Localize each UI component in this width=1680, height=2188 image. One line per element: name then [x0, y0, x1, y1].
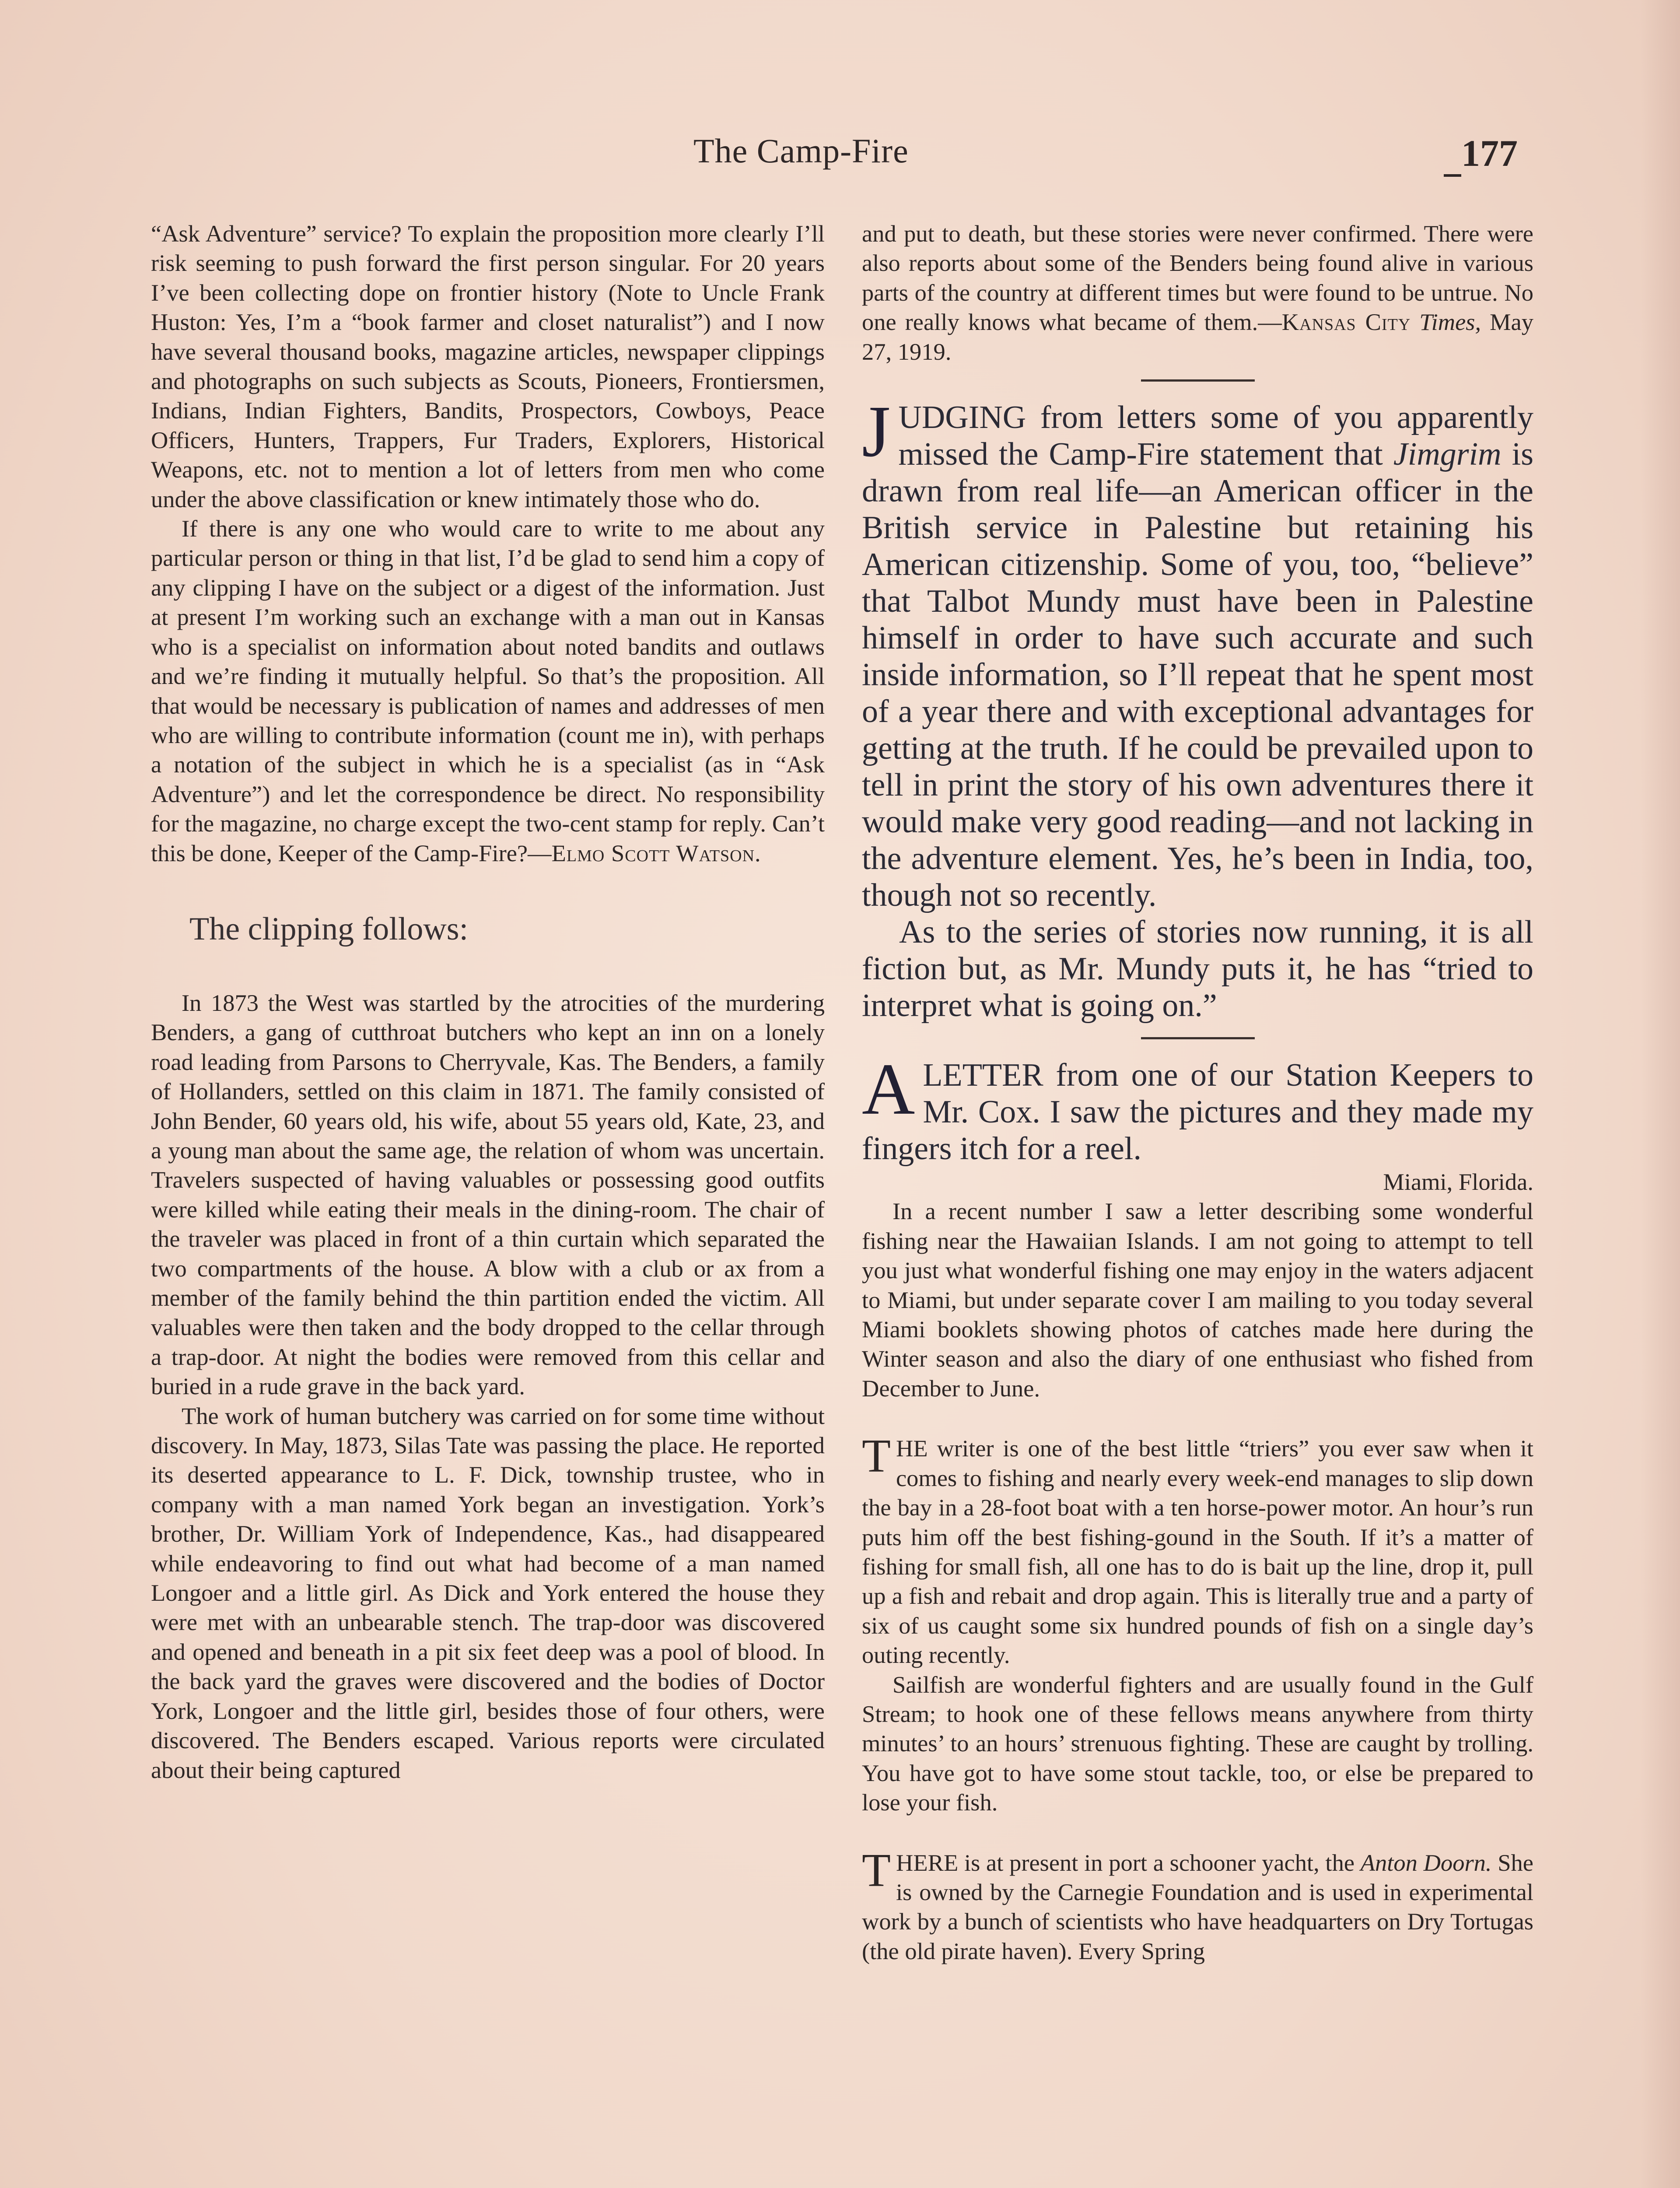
source-name: Kansas City — [1281, 309, 1411, 336]
schooner-paragraph — [862, 1844, 1533, 1966]
drop-cap-t: T — [862, 1430, 891, 1483]
sailfish-paragraph: Sailfish are wonderful fighters and are usually found in the Gulf Stream; to hook one of these fellows means anywhere from thirty minutes’ to an hours’ strenuous fighting. These are caught by trolling. You have got to have some stout tackle, too, or else be prepared to lose your fish. — [862, 1671, 1533, 1816]
jimgrim-text-b: is drawn from real life—an American officer in the British service in Palestine but retaining his American citizenship. Some of you, too, “believe” that Talbot Mundy must have been in Palestine himself in order to have such accurate and such inside information, so I’ll repeat that he spent most of a year there and with exceptional advantages for getting at the truth. If he could be prevailed upon to tell in print the story of his own adventures there it would make very good reading—and not lacking in the adventure element. Yes, he’s been in India, too, though not so recently. — [862, 436, 1534, 914]
left-paragraph-2-text: If there is any one who would care to write to me about any particular person or thing in that list, I’d be glad to send him a copy of any clipping I have on the subject or a digest of the information. Just at present I’m working such an exchange with a man out in Kansas who is a specialist on information about noted bandits and outlaws and we’re finding it mutually helpful. So that’s the proposition. All that would be necessary is publication of names and addresses of men who are willing to contribute information (count me in), with perhaps a notation of the subject in which he is a specialist (as in “Ask Adventure”) and let the correspondence be direct. No responsibility for the magazine, no charge except the two-cent stamp for reply. Can’t this be done, Keeper of the Camp-Fire?— — [151, 515, 825, 866]
left-paragraph-4: The work of human butchery was carried on for some time without discovery. In May, 1873, Silas Tate was passing the place. He reported its deserted appearance to L. F. Dick, township trustee, who in company with a man named York began an investigation. York’s brother, Dr. William York of Independence, Kas., had disappeared while endeavoring to find out what had become of a man named Longoer and a little girl. As Dick and York entered the house they were met with an unbearable stench. The trap-door was discovered and opened and beneath in a pit six feet deep was a pool of blood. In the back yard the graves were discovered and the bodies of Doctor York, Longoer and the little girl, besides those of four others, were discovered. The Benders escaped. Various reports were circulated about their being captured — [151, 1402, 825, 1783]
letter-place: Miami, Florida. — [1383, 1168, 1533, 1196]
schooner-text-a: HERE is at present in port a schooner yacht, the — [896, 1849, 1355, 1876]
clipping-heading: The clipping follows: — [189, 911, 469, 947]
mundy-paragraph: As to the series of stories now running, it is all fiction but, as Mr. Mundy puts it, he has “tried to interpret what is going on.” — [862, 914, 1533, 1024]
source-name-italic: Times, — [1419, 309, 1481, 336]
jimgrim-text-a: UDGING from letters some of you apparently missed the Camp-Fire statement that — [898, 400, 1533, 473]
folio-rule — [1444, 174, 1461, 177]
left-paragraph-1: “Ask Adventure” service? To explain the proposition more clearly I’ll risk seeming to push forward the first person singular. For 20 years I’ve been collecting dope on frontier history (Note to Uncle Frank Huston: Yes, I’m a “book farmer and closet naturalist”) and I now have several thousand books, magazine articles, newspaper clippings and photographs on such subjects as Scouts, Pioneers, Frontiersmen, Indians, Indian Fighters, Bandits, Prospectors, Cowboys, Peace Officers, Hunters, Trappers, Fur Traders, Explorers, Historical Weapons, etc. not to mention a lot of letters from men who come under the above classification or knew intimately those who do. — [151, 220, 825, 512]
fishing-text: HE writer is one of the best little “triers” you ever saw when it comes to fishing and nearly every week-end manages to slip down the bay in a 28-foot boat with a ten horse-power motor. An hour’s run puts him off the best fishing-gound in the South. If it’s a matter of fishing for small fish, all one has to do is bait up the line, drop it, pull up a fish and rebait and drop again. This is literally true and a party of six of us caught some six hundred pounds of fish on a single day’s outing recently. — [862, 1435, 1533, 1669]
left-paragraph-2 — [151, 514, 825, 868]
section-divider — [1141, 379, 1255, 382]
left-column — [151, 219, 825, 1785]
jimgrim-section — [862, 391, 1534, 1024]
right-column — [862, 219, 1533, 1966]
schooner-section — [862, 1844, 1533, 1966]
letter-intro-paragraph — [862, 1048, 1533, 1167]
jimgrim-title: Jimgrim — [1393, 436, 1502, 473]
letter-paragraph: In a recent number I saw a letter describing some wonderful fishing near the Hawaiian Islands. I am not going to attempt to tell you just what wonderful fishing one may enjoy in the waters adjacent to Miami, but under separate cover I am mailing to you today several Miami booklets showing photos of catches made here during the Winter season and also the diary of one enthusiast who fished from December to June. — [862, 1198, 1533, 1402]
drop-cap-a: A — [862, 1048, 915, 1130]
page-number: 177 — [1461, 132, 1518, 174]
jimgrim-paragraph — [862, 391, 1534, 914]
fishing-paragraph — [862, 1430, 1533, 1669]
right-paragraph-1 — [862, 219, 1533, 366]
section-divider — [1141, 1037, 1255, 1039]
letter-intro-text: LETTER from one of our Station Keepers to Mr. Cox. I saw the pictures and they made my fingers itch for a reel. — [862, 1057, 1533, 1167]
running-title: The Camp-Fire — [693, 132, 909, 170]
page-edge-shadow — [1641, 0, 1680, 2188]
drop-cap-t: T — [862, 1844, 891, 1897]
letter-intro-section — [862, 1048, 1533, 1167]
fishing-section — [862, 1430, 1533, 1817]
source-date: May 27, 1919. — [862, 309, 1533, 365]
letter-signature: Elmo Scott Watson. — [551, 839, 761, 866]
left-paragraph-3: In 1873 the West was startled by the atrocities of the murdering Benders, a gang of cutthroat butchers who kept an inn on a lonely road leading from Parsons to Cherryvale, Kas. The Benders, a family of Hollanders, settled on this claim in 1871. The family consisted of John Bender, 60 years old, his wife, about 55 years old, Kate, 23, and a young man about the same age, the relation of whom was uncertain. Travelers suspected of having valuables or possessing good outfits were killed while eating their meals in the dining-room. The chair of the traveler was placed in front of a thin curtain which separated the two compartments of the house. A blow with a club or ax from a member of the family behind the thin partition ended the victim. All valuables were then taken and the body dropped to the cellar through a trap-door. At night the bodies were removed from this cellar and buried in a rude grave in the back yard. — [151, 989, 825, 1400]
right-paragraph-1-text: and put to death, but these stories were never confirmed. There were also reports about some of the Benders being found alive in various parts of the country at different times but were found to be untrue. No one really knows what became of them.— — [862, 220, 1533, 336]
ship-name: Anton Doorn. — [1360, 1849, 1492, 1876]
drop-cap-j: J — [862, 391, 891, 473]
schooner-text-b: She is owned by the Carnegie Foundation and is used in experimental work by a bunch of scientists who have headquarters on Dry Tortugas (the old pirate haven). Every Spring — [862, 1849, 1533, 1964]
